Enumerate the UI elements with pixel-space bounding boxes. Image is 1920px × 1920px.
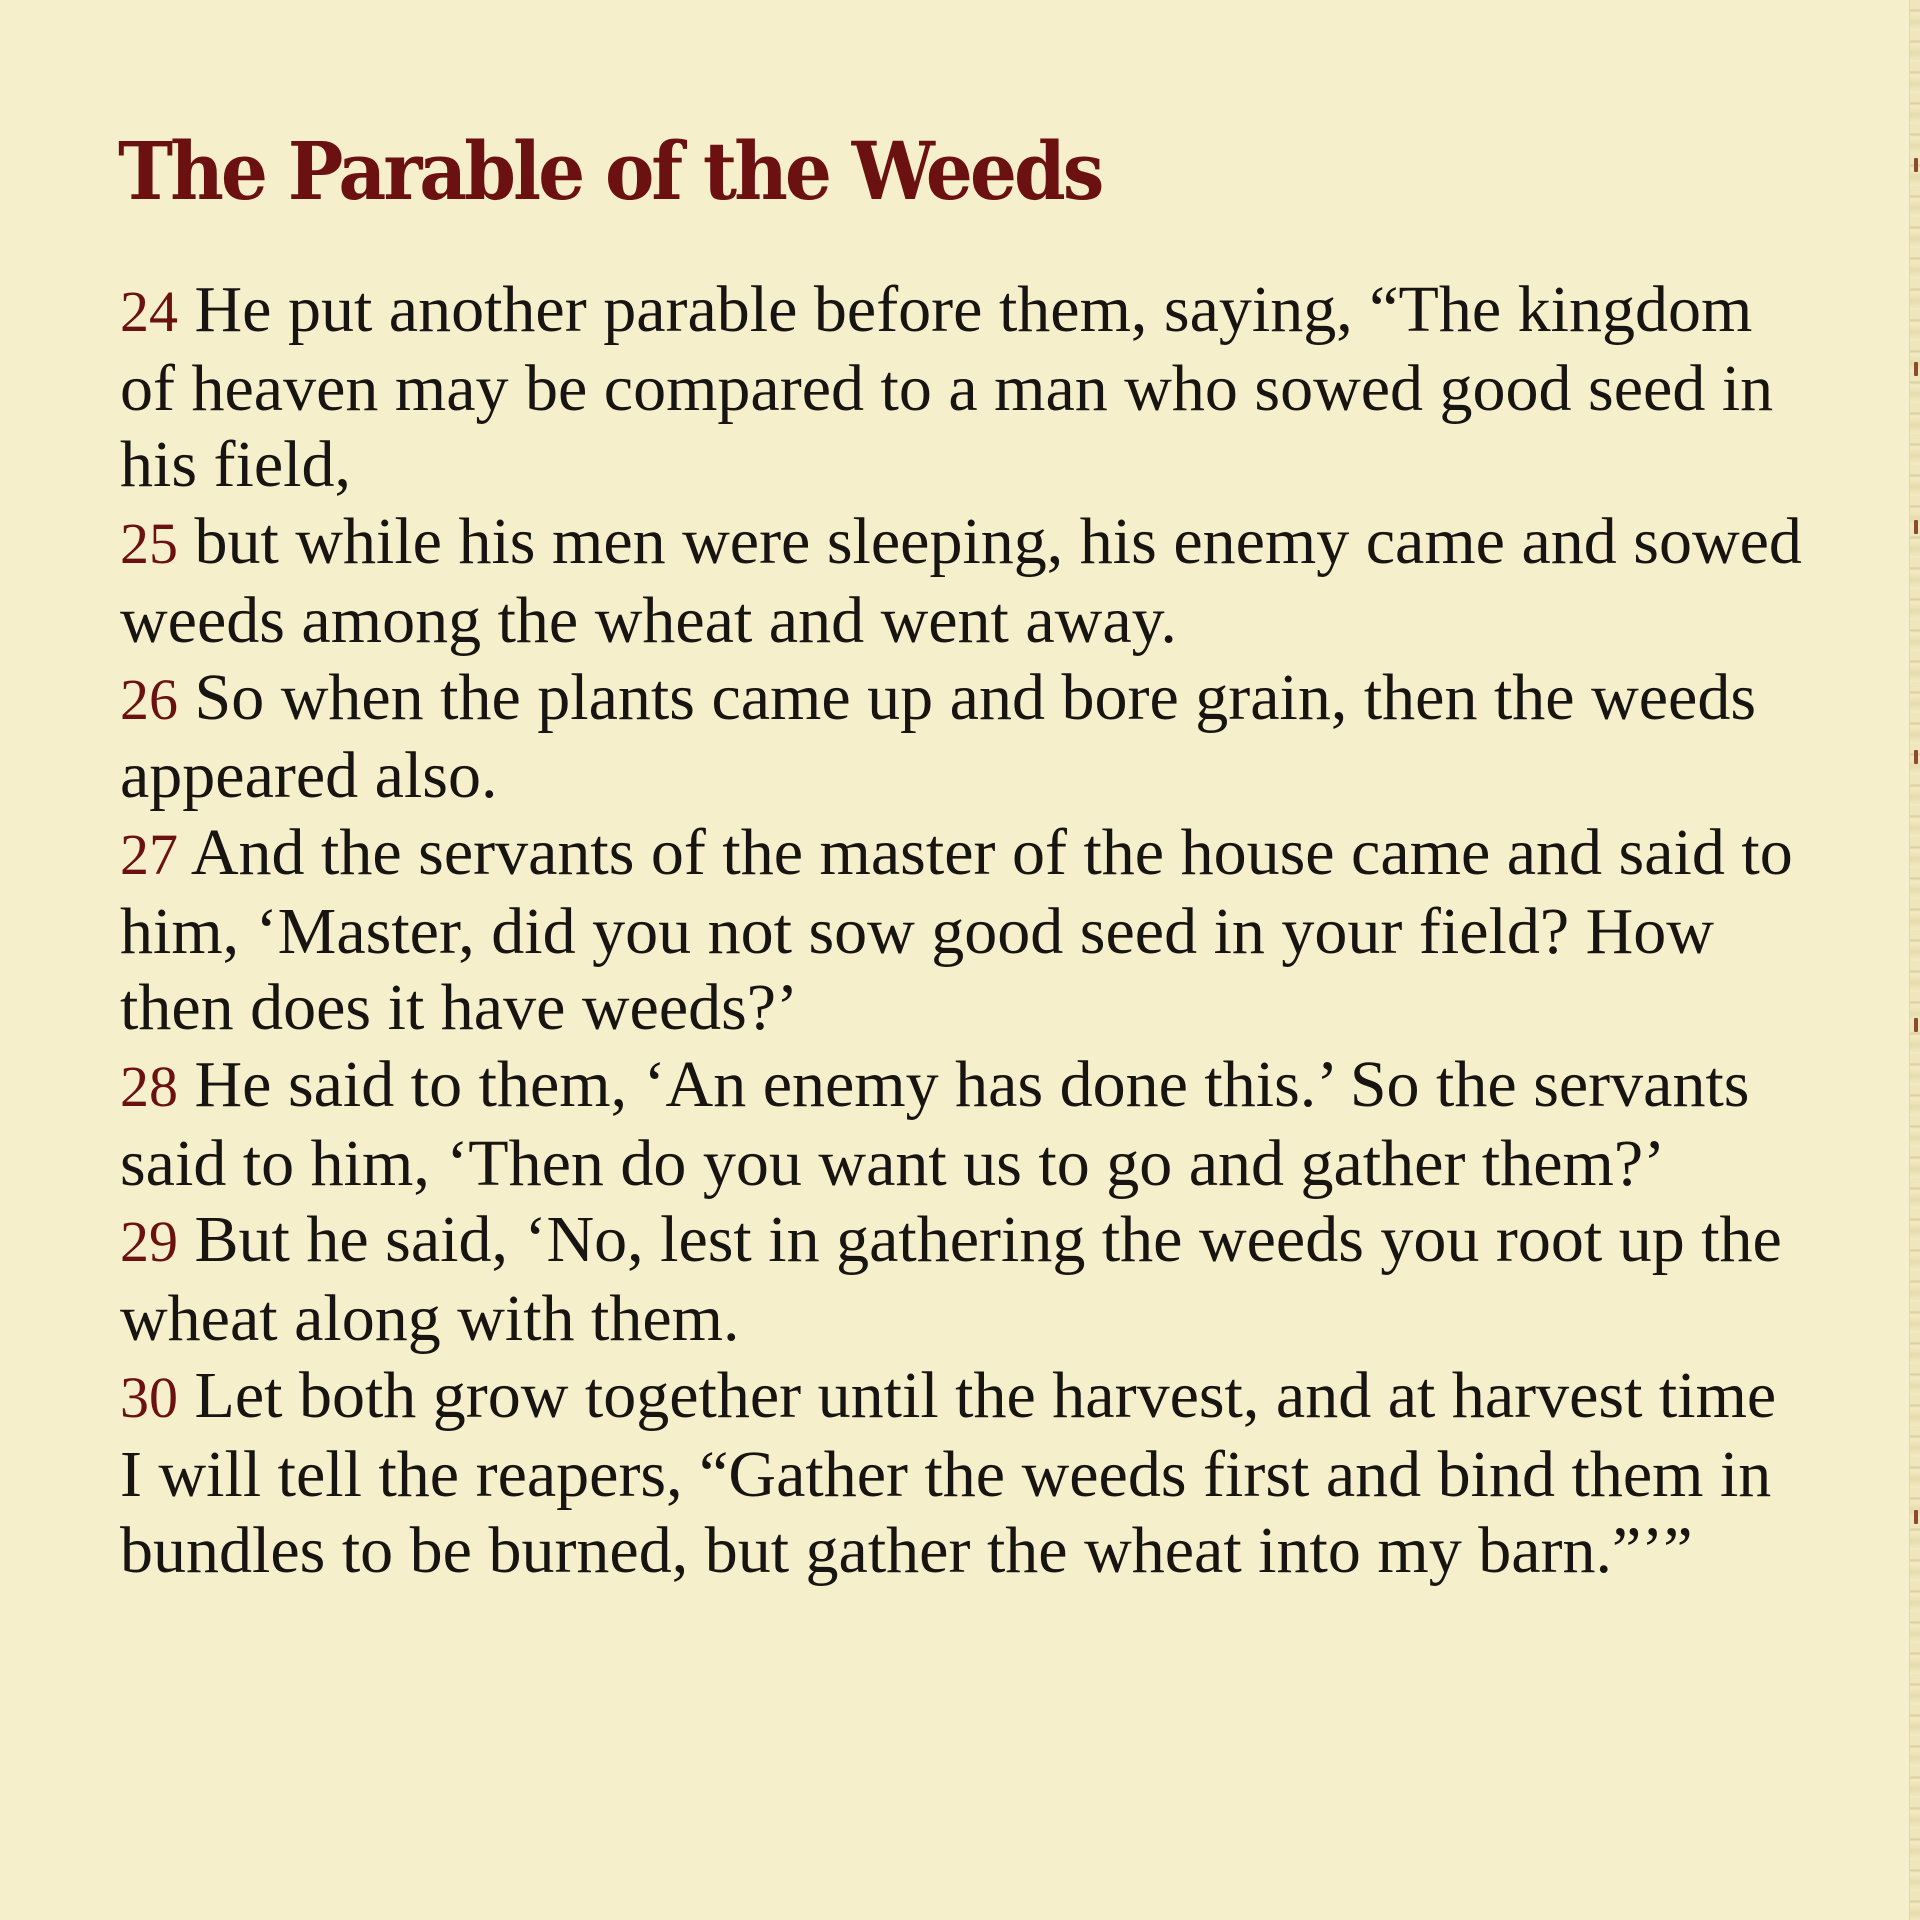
edge-mark bbox=[1914, 520, 1918, 534]
edge-mark bbox=[1914, 1018, 1918, 1032]
verse-text: He put another parable before them, saying, “The kingdom of heaven may be compared to a man who sowed good seed in his field, bbox=[120, 273, 1774, 502]
verse-text: He said to them, ‘An enemy has done this.’ So the servants said to him, ‘Then do you want us to go and gather them?’ bbox=[120, 1048, 1750, 1200]
edge-mark bbox=[1914, 158, 1918, 172]
verse-text: Let both grow together until the harvest, and at harvest time I will tell the reapers, “Gather the weeds first and bind them in bundles to be burned, but gather the wheat into my barn.”’” bbox=[120, 1358, 1777, 1588]
edge-mark bbox=[1914, 1510, 1918, 1524]
verse-27 bbox=[120, 815, 1810, 1047]
verse-29 bbox=[120, 1202, 1810, 1357]
verse-number: 25 bbox=[120, 511, 178, 577]
verse-text: So when the plants came up and bore grain, then the weeds appeared also. bbox=[120, 660, 1757, 813]
verse-number: 27 bbox=[120, 821, 178, 887]
scripture-text bbox=[120, 272, 1810, 1590]
verse-number: 24 bbox=[120, 279, 178, 344]
edge-mark bbox=[1914, 750, 1918, 764]
verse-number: 30 bbox=[120, 1364, 178, 1430]
edge-mark bbox=[1914, 362, 1918, 376]
verse-number: 28 bbox=[120, 1054, 178, 1120]
verse-text: But he said, ‘No, lest in gathering the weeds you root up the wheat along with them. bbox=[120, 1203, 1782, 1356]
verse-25 bbox=[120, 504, 1810, 659]
document-title: The Parable of the Weeds bbox=[118, 125, 1102, 219]
verse-number: 26 bbox=[120, 666, 178, 732]
verse-30 bbox=[120, 1358, 1810, 1590]
page-edge-strip bbox=[1909, 0, 1920, 1920]
verse-28 bbox=[120, 1047, 1810, 1202]
verse-text: but while his men were sleeping, his enemy came and sowed weeds among the wheat and went away. bbox=[120, 505, 1802, 657]
verse-number: 29 bbox=[120, 1209, 178, 1275]
verse-26 bbox=[120, 660, 1810, 815]
verse-24 bbox=[120, 272, 1810, 504]
verse-text: And the servants of the master of the house came and said to him, ‘Master, did you not sow good seed in your field? How then does it have weeds?’ bbox=[120, 815, 1793, 1045]
